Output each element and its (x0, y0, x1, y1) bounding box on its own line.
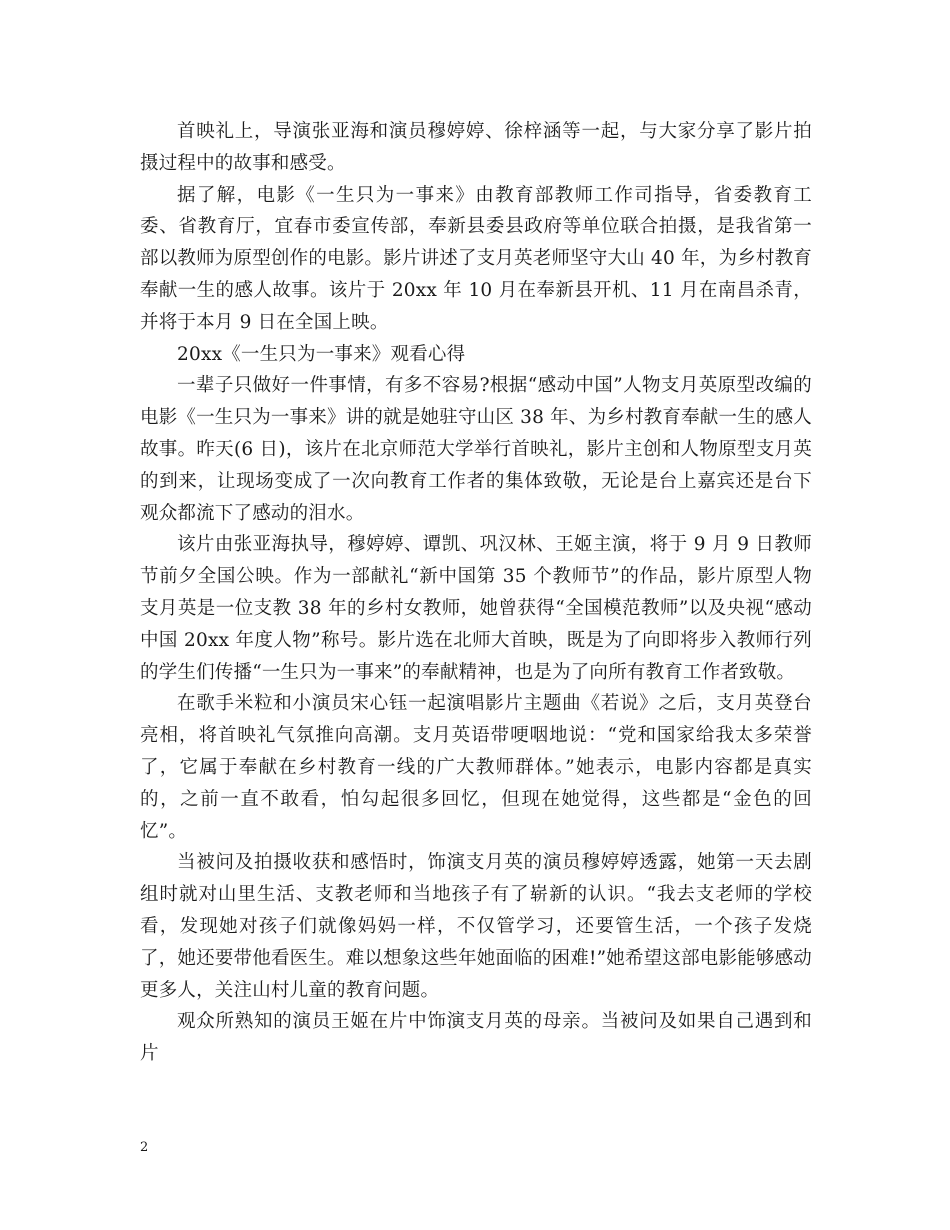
paragraph-director-cast: 该片由张亚海执导，穆婷婷、谭凯、巩汉林、王姬主演，将于 9 月 9 日教师节前夕全国公映。作为一部献礼“新中国第 35 个教师节”的作品，影片原型人物支月英是一位支教 38 年的乡村女教师，她曾获得“全国模范教师”以及央视“感动中国 20xx 年度人物”称号。影片选在北师大首映，既是为了向即将步入教师行列的学生们传播“一生只为一事来”的奉献精神，也是为了向所有教育工作者致敬。 (140, 534, 812, 683)
paragraph-theme-song: 在歌手米粒和小演员宋心钰一起演唱影片主题曲《若说》之后，支月英登台亮相，将首映礼气氛推向高潮。支月英语带哽咽地说：“党和国家给我太多荣誉了，它属于奉献在乡村教育一线的广大教师群体。”她表示，电影内容都是真实的，之前一直不敢看，怕勾起很多回忆，但现在她觉得，这些都是“金色的回忆”。 (140, 693, 812, 842)
page-number: 2 (140, 1140, 149, 1155)
section-heading: 20xx《一生只为一事来》观看心得 (177, 343, 466, 365)
document-body (140, 116, 812, 1070)
paragraph-premiere-sharing: 首映礼上，导演张亚海和演员穆婷婷、徐梓涵等一起，与大家分享了影片拍摄过程中的故事和感受。 (140, 121, 812, 174)
paragraph-wang-ji: 观众所熟知的演员王姬在片中饰演支月英的母亲。当被问及如果自己遇到和片 (140, 1011, 812, 1065)
paragraph-film-background: 据了解，电影《一生只为一事来》由教育部教师工作司指导，省委教育工委、省教育厅，宜春市委宣传部，奉新县委县政府等单位联合拍摄，是我省第一部以教师为原型创作的电影。影片讲述了支月英老师坚守大山 40 年，为乡村教育奉献一生的感人故事。该片于 20xx 年 10 月在奉新县开机、11 月在南昌杀青，并将于本月 9 日在全国上映。 (140, 184, 812, 333)
paragraph-actress-reflection: 当被问及拍摄收获和感悟时，饰演支月英的演员穆婷婷透露，她第一天去剧组时就对山里生活、支教老师和当地孩子有了崭新的认识。“我去支老师的学校看，发现她对孩子们就像妈妈一样，不仅管学习，还要管生活，一个孩子发烧了，她还要带他看医生。难以想象这些年她面临的困难!”她希望这部电影能够感动更多人，关注山村儿童的教育问题。 (140, 852, 812, 1001)
paragraph-one-lifetime: 一辈子只做好一件事情，有多不容易?根据“感动中国”人物支月英原型改编的电影《一生只为一事来》讲的就是她驻守山区 38 年、为乡村教育奉献一生的感人故事。昨天(6 日)，该片在北京师范大学举行首映礼，影片主创和人物原型支月英的到来，让现场变成了一次向教育工作者的集体致敬，无论是台上嘉宾还是台下观众都流下了感动的泪水。 (140, 375, 812, 524)
